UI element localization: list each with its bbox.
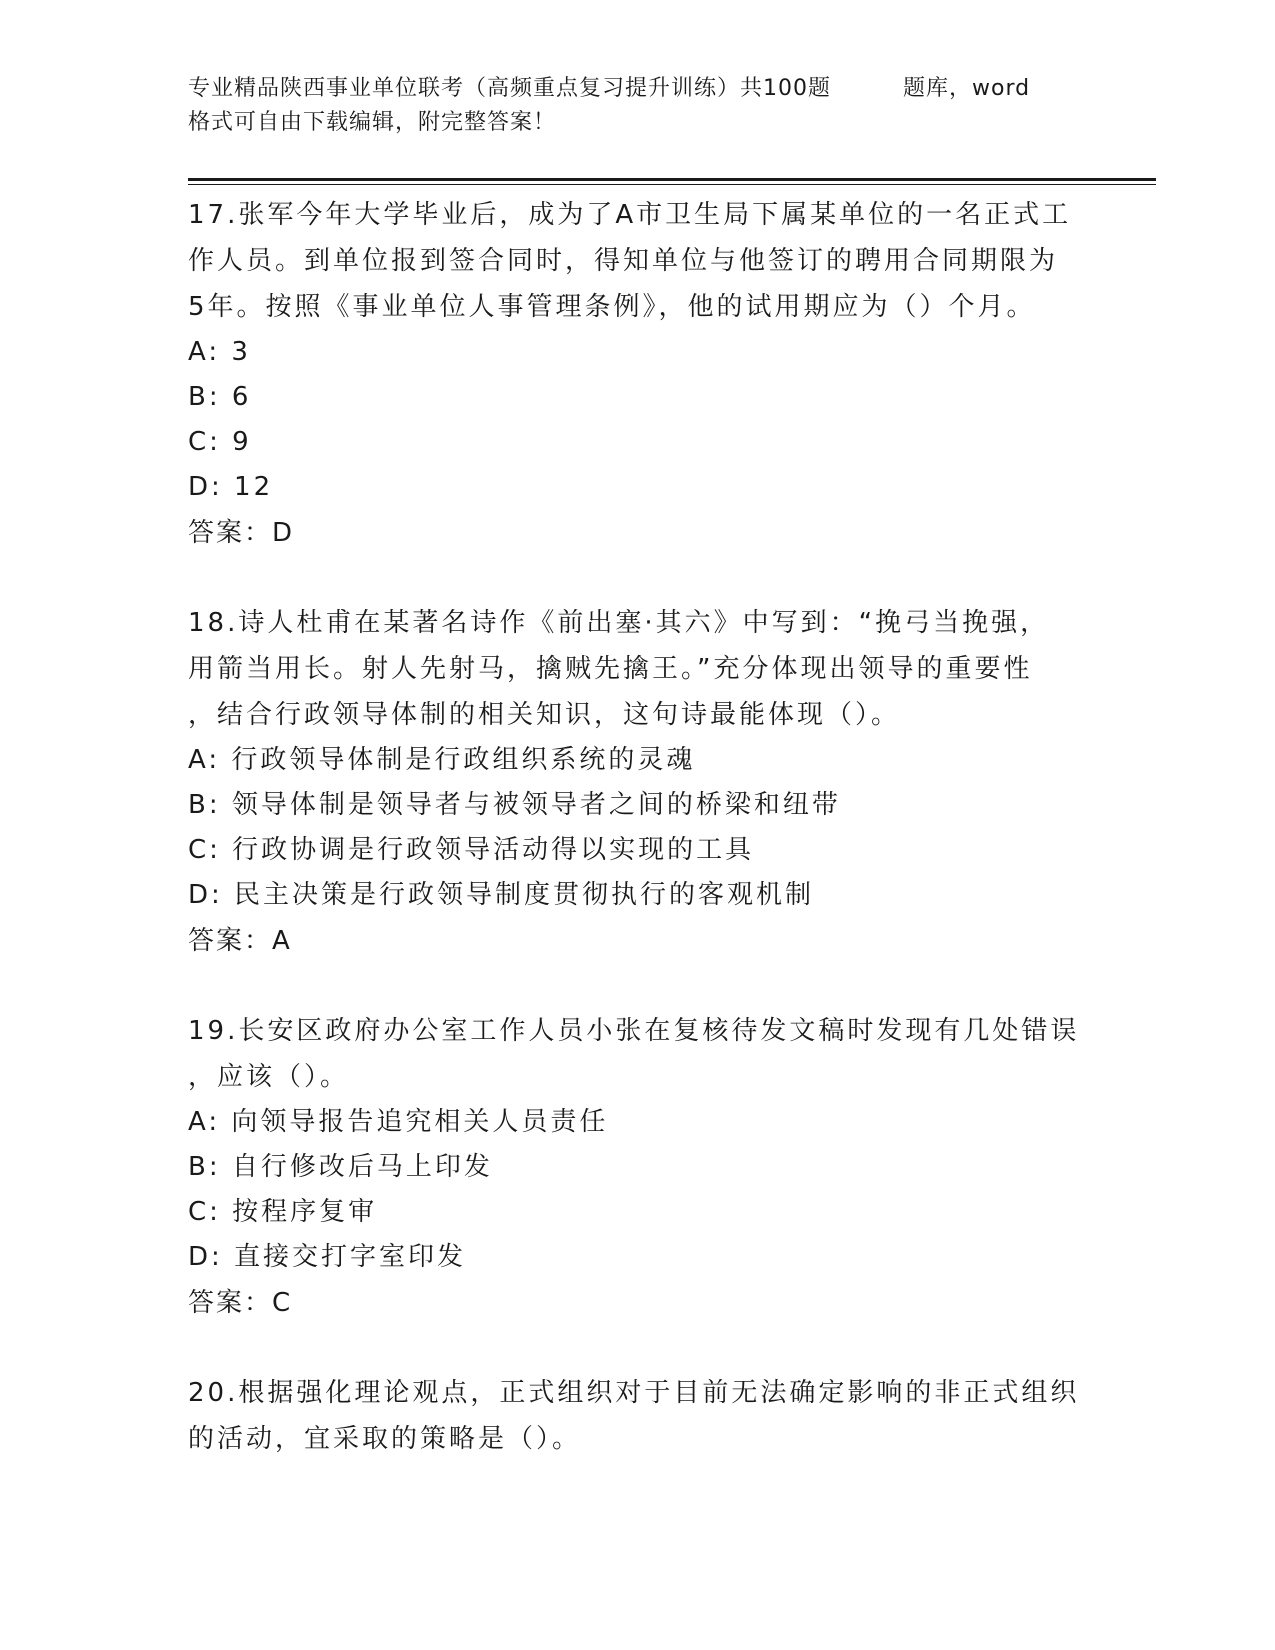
option-b: B: 自行修改后马上印发 [188, 1152, 493, 1182]
answer-line: 答案：D [188, 518, 295, 548]
answer-line: 答案：C [188, 1288, 293, 1318]
question-text: 17.张军今年大学毕业后，成为了A市卫生局下属某单位的一名正式工 作人员。到单位报到签合同时，得知单位与他签订的聘用合同期限为 5年。按照《事业单位人事管理条例》，他的试用期应为（）个月。 [188, 200, 1072, 322]
option-a: A: 3 [188, 337, 251, 367]
option-c: C: 9 [188, 427, 252, 457]
answer-line: 答案：A [188, 926, 292, 956]
header-divider-thick [188, 178, 1156, 181]
option-d: D: 民主决策是行政领导制度贯彻执行的客观机制 [188, 880, 815, 910]
option-a: A: 向领导报告追究相关人员责任 [188, 1107, 609, 1137]
question-text: 20.根据强化理论观点，正式组织对于目前无法确定影响的非正式组织 的活动，宜采取的策略是（）。 [188, 1378, 1080, 1454]
option-b: B: 6 [188, 382, 252, 412]
option-d: D: 直接交打字室印发 [188, 1242, 467, 1272]
header-divider-thin [188, 184, 1156, 185]
page-header [188, 72, 1088, 140]
header-title: 专业精品陕西事业单位联考（高频重点复习提升训练）共100题 [188, 76, 831, 101]
question-19 [188, 1008, 1088, 1326]
header-line-1 [188, 72, 1088, 106]
question-list [188, 192, 1088, 1506]
header-line-2: 格式可自由下载编辑，附完整答案！ [188, 110, 557, 135]
option-c: C: 按程序复审 [188, 1197, 378, 1227]
option-b: B: 领导体制是领导者与被领导者之间的桥梁和纽带 [188, 790, 841, 820]
option-d: D: 12 [188, 472, 274, 502]
option-a: A: 行政领导体制是行政组织系统的灵魂 [188, 745, 696, 775]
question-text: 19.长安区政府办公室工作人员小张在复核待发文稿时发现有几处错误 ，应该（）。 [188, 1016, 1080, 1092]
option-c: C: 行政协调是行政领导活动得以实现的工具 [188, 835, 755, 865]
question-18 [188, 600, 1088, 964]
question-17 [188, 192, 1088, 556]
question-text: 18.诗人杜甫在某著名诗作《前出塞·其六》中写到：“挽弓当挽强， 用箭当用长。射人先射马，擒贼先擒王。”充分体现出领导的重要性 ，结合行政领导体制的相关知识，这句诗最能体现（）。 [188, 608, 1050, 730]
header-title-tail: 题库，word [903, 76, 1031, 101]
question-20 [188, 1370, 1088, 1462]
